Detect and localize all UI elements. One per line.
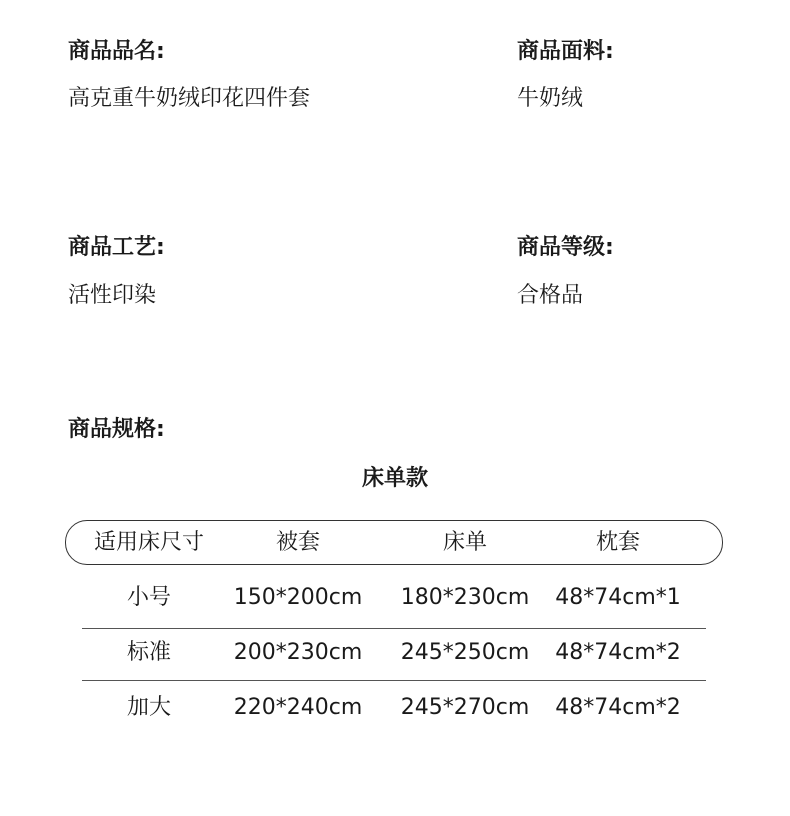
product-fabric-value: 牛奶绒 — [517, 86, 584, 111]
table-cell-bed-sheet: 245*270cm — [400, 695, 530, 720]
product-craft-value: 活性印染 — [68, 283, 157, 308]
table-cell-pillowcase: 48*74cm*1 — [555, 585, 681, 610]
product-fabric-label: 商品面料: — [517, 39, 614, 64]
product-name-value: 高克重牛奶绒印花四件套 — [68, 86, 311, 111]
product-grade-value: 合格品 — [517, 283, 584, 308]
table-cell-pillowcase: 48*74cm*2 — [555, 695, 681, 720]
header-cell-bed-size: 适用床尺寸 — [93, 530, 204, 555]
header-cell-pillowcase: 枕套 — [595, 530, 640, 555]
table-cell-size: 标准 — [126, 640, 171, 665]
table-cell-bed-sheet: 180*230cm — [400, 585, 530, 610]
header-cell-duvet-cover: 被套 — [275, 530, 320, 555]
table-cell-bed-sheet: 245*250cm — [400, 640, 530, 665]
row-divider — [82, 680, 706, 681]
product-spec-label: 商品规格: — [68, 417, 165, 442]
row-divider — [82, 628, 706, 629]
table-cell-size: 小号 — [126, 585, 171, 610]
table-cell-duvet-cover: 150*200cm — [233, 585, 363, 610]
product-grade-label: 商品等级: — [517, 235, 614, 260]
table-cell-duvet-cover: 220*240cm — [233, 695, 363, 720]
product-name-label: 商品品名: — [68, 39, 165, 64]
table-cell-duvet-cover: 200*230cm — [233, 640, 363, 665]
product-craft-label: 商品工艺: — [68, 235, 165, 260]
table-cell-pillowcase: 48*74cm*2 — [555, 640, 681, 665]
table-cell-size: 加大 — [126, 695, 171, 720]
spec-table-title: 床单款 — [361, 466, 428, 491]
header-cell-bed-sheet: 床单 — [442, 530, 487, 555]
